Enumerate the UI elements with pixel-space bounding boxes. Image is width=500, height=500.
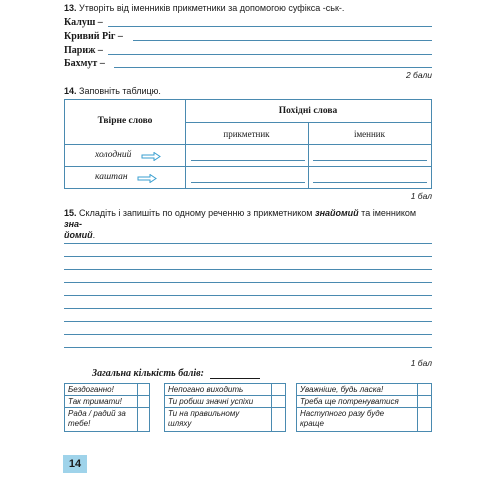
q15-score: 1 бал: [410, 358, 432, 368]
feedback-row-divider: [297, 407, 431, 408]
col-header-derived-words: Похідні слова: [278, 106, 338, 116]
feedback-item: Ти робиш значні успіхи: [168, 397, 254, 406]
feedback-box-improve: [296, 383, 432, 432]
table-row-divider: [65, 166, 431, 167]
table-row-word-1: холодний: [95, 150, 132, 160]
feedback-box-excellent: [64, 383, 150, 432]
col-header-base-word: Твірне слово: [97, 116, 153, 126]
page-number: 14: [63, 455, 87, 473]
total-score-field[interactable]: [210, 378, 260, 379]
feedback-item: Непогано виходить: [168, 385, 244, 394]
adjective-answer-line-1[interactable]: [191, 160, 305, 161]
feedback-item: Рада / радий за тебе!: [68, 409, 126, 428]
question-13-number: 13.: [64, 3, 77, 13]
q15-answer-line[interactable]: [64, 295, 432, 296]
feedback-item: Бездоганно!: [68, 385, 114, 394]
question-13-prompt: [64, 3, 484, 14]
q14-score: 1 бал: [410, 191, 432, 201]
feedback-item: Наступного разу буде краще: [300, 409, 385, 428]
question-15-text: Складіть і запишіть по одному реченню з прикметником: [79, 208, 315, 218]
q13-word-3: Париж –: [64, 45, 103, 56]
q13-answer-line-2[interactable]: [133, 40, 432, 41]
q15-answer-line[interactable]: [64, 256, 432, 257]
feedback-item: Так тримати!: [68, 397, 122, 406]
q13-score: 2 бали: [405, 70, 432, 80]
feedback-item: Треба ще потренуватися: [300, 397, 399, 406]
q15-answer-line[interactable]: [64, 269, 432, 270]
q15-answer-line[interactable]: [64, 334, 432, 335]
q13-answer-line-1[interactable]: [108, 26, 432, 27]
table-row-divider: [185, 122, 431, 123]
question-15-text-end: .: [92, 230, 96, 240]
q15-answer-line[interactable]: [64, 321, 432, 322]
total-score-label: Загальна кількість балів:: [92, 368, 204, 379]
col-header-noun: іменник: [353, 129, 385, 139]
q13-word-2: Кривий Ріг –: [64, 31, 123, 42]
feedback-row-divider: [65, 395, 149, 396]
q13-answer-line-4[interactable]: [114, 67, 432, 68]
noun-answer-line-1[interactable]: [313, 160, 427, 161]
question-15-word-2-part-1: зна-: [64, 219, 83, 229]
q15-answer-line[interactable]: [64, 308, 432, 309]
question-15-word-2-part-2: йомий: [64, 230, 93, 240]
adjective-answer-line-2[interactable]: [191, 182, 305, 183]
feedback-row-divider: [165, 395, 285, 396]
q15-answer-line[interactable]: [64, 243, 432, 244]
feedback-box-good: [164, 383, 286, 432]
q13-answer-line-3[interactable]: [108, 54, 432, 55]
question-15-text-mid: та іменником: [358, 208, 417, 218]
question-15-prompt: [64, 208, 434, 241]
question-14-text: Заповніть таблицю.: [79, 86, 161, 96]
question-15-word-1: знайомий: [314, 208, 359, 218]
col-header-adjective: прикметник: [223, 129, 270, 139]
feedback-row-divider: [65, 407, 149, 408]
feedback-row-divider: [297, 395, 431, 396]
question-15-number: 15.: [64, 208, 77, 218]
feedback-item: Ти на правильному шляху: [168, 409, 240, 428]
arrow-right-icon: [137, 174, 157, 183]
question-14-number: 14.: [64, 86, 77, 96]
feedback-row-divider: [165, 407, 285, 408]
q15-answer-line[interactable]: [64, 347, 432, 348]
feedback-item: Уважніше, будь ласка!: [300, 385, 384, 394]
arrow-right-icon: [141, 152, 161, 161]
question-14-prompt: [64, 86, 484, 97]
q15-answer-line[interactable]: [64, 282, 432, 283]
derived-words-table: [64, 99, 432, 189]
q13-word-4: Бахмут –: [64, 58, 105, 69]
question-13-text: Утворіть від іменників прикметники за допомогою суфікса -ськ-.: [79, 3, 345, 13]
table-row-divider: [65, 144, 431, 145]
table-row-word-2: каштан: [95, 172, 128, 182]
noun-answer-line-2[interactable]: [313, 182, 427, 183]
q13-word-1: Калуш –: [64, 17, 103, 28]
